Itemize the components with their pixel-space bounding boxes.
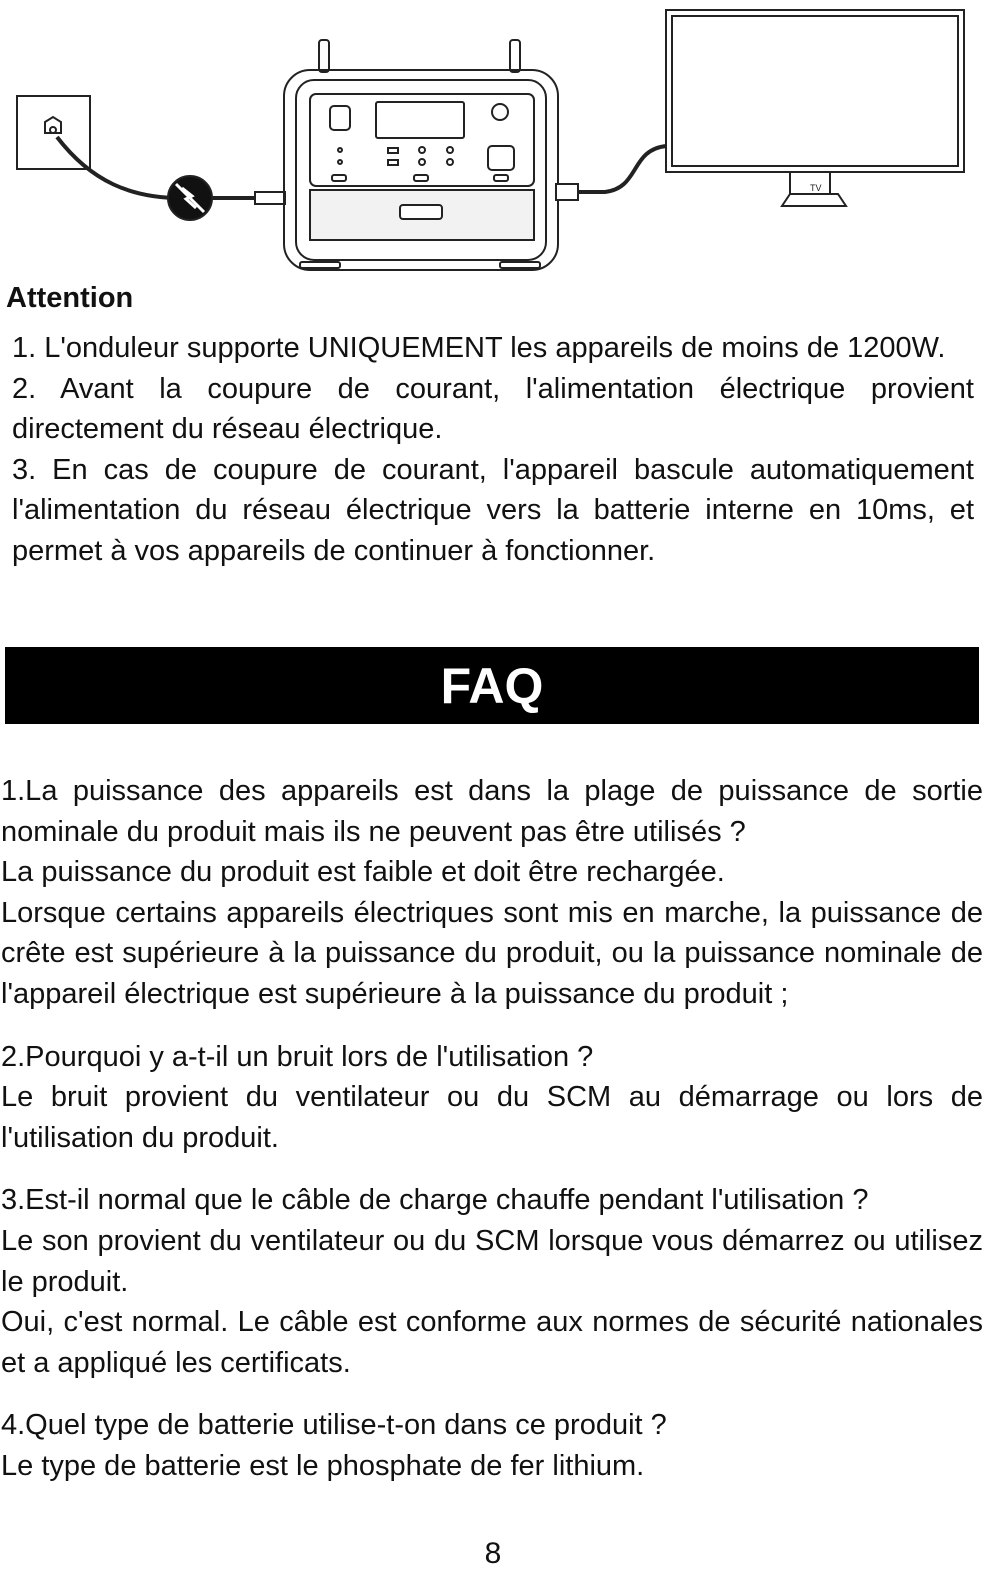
- attention-item: 1. L'onduleur supporte UNIQUEMENT les appareils de moins de 1200W.: [12, 332, 946, 364]
- faq-question: 3.Est-il normal que le câble de charge chauffe pendant l'utilisation ?: [1, 1184, 869, 1217]
- faq-item: [1, 1180, 983, 1383]
- faq-answer: Le bruit provient du ventilateur ou du SCM au démarrage ou lors de l'utilisation du produit.: [1, 1081, 983, 1154]
- faq-question: 2.Pourquoi y a-t-il un bruit lors de l'utilisation ?: [1, 1040, 594, 1073]
- faq-item: [1, 1037, 983, 1159]
- faq-item: [1, 771, 983, 1015]
- attention-list: [12, 328, 974, 571]
- page-number: 8: [484, 1537, 502, 1570]
- faq-answer: Le type de batterie est le phosphate de fer lithium.: [1, 1449, 645, 1482]
- faq-heading: FAQ: [5, 647, 979, 724]
- faq-question: 4.Quel type de batterie utilise-t-on dans ce produit ?: [1, 1409, 667, 1442]
- faq-question: 1.La puissance des appareils est dans la plage de puissance de sortie nominale du produit mais ils ne peuvent pas être utilisés ?: [1, 775, 983, 848]
- tv-icon: [666, 10, 964, 206]
- attention-heading: Attention: [6, 282, 134, 314]
- tv-label: TV: [810, 183, 822, 193]
- faq-item: [1, 1405, 983, 1486]
- attention-item: 2. Avant la coupure de courant, l'alimentation électrique provient directement du réseau électrique.: [12, 372, 974, 445]
- attention-item: 3. En cas de coupure de courant, l'appareil bascule automatiquement l'alimentation du réseau électrique vers la batterie interne en 10ms, et permet à vos appareils de continuer à fonctionner.: [12, 453, 974, 567]
- power-station-icon: [284, 70, 558, 270]
- faq-answer: Le son provient du ventilateur ou du SCM lorsque vous démarrez ou utilisez le produit.: [1, 1224, 983, 1298]
- ups-connection-illustration: [0, 0, 986, 280]
- faq-list: [1, 771, 983, 1509]
- faq-answer: Oui, c'est normal. Le câble est conforme aux normes de sécurité nationales et a appliqué les certificats.: [1, 1306, 983, 1379]
- faq-answer: La puissance du produit est faible et doit être rechargée.: [1, 856, 725, 889]
- faq-answer: Lorsque certains appareils électriques sont mis en marche, la puissance de crête est supérieure à la puissance du produit, ou la puissance nominale de l'appareil électrique est supérieure à la puissance du produit ;: [1, 896, 983, 1010]
